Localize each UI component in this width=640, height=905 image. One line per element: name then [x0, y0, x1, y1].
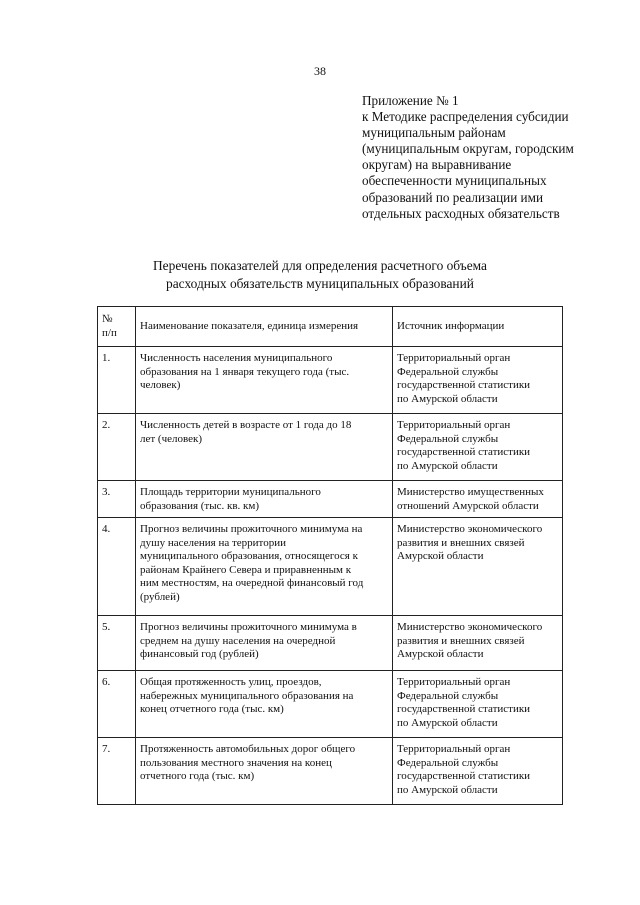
cell-line: Территориальный орган — [397, 743, 511, 755]
cell-line: человек) — [140, 379, 181, 392]
cell-line: государственной статистики — [397, 770, 531, 783]
cell-line: образования на 1 января текущего года (тыс. — [140, 365, 350, 378]
header-number-line: № — [102, 312, 113, 325]
appendix-line: Приложение № 1 — [362, 93, 459, 108]
row-number: 4. — [98, 518, 136, 616]
cell-line: по Амурской области — [397, 716, 498, 729]
header-name-line: Наименование показателя, единица измерения — [140, 319, 359, 332]
appendix-line: обеспеченности муниципальных — [362, 173, 547, 189]
row-indicator-name — [136, 616, 393, 671]
cell-line: районам Крайнего Севера и приравненным к — [140, 563, 352, 576]
cell-line: (рублей) — [140, 590, 180, 603]
cell-line: Федеральной службы — [397, 689, 499, 702]
cell-line: Федеральной службы — [397, 432, 499, 445]
table-header-row — [98, 307, 563, 347]
row-indicator-name — [136, 738, 393, 805]
cell-line: лет (человек) — [140, 432, 203, 445]
cell-line: по Амурской области — [397, 459, 498, 472]
table-row — [98, 671, 563, 738]
document-title-line: Перечень показателей для определения расчетного объема — [153, 258, 487, 273]
cell-line: Амурской области — [397, 550, 484, 563]
cell-line: развития и внешних связей — [397, 634, 525, 647]
row-number: 1. — [98, 347, 136, 414]
cell-line: по Амурской области — [397, 783, 498, 796]
cell-line: ним местностям, на очередной финансовый год — [140, 577, 364, 590]
cell-line: среднем на душу населения на очередной — [140, 634, 336, 647]
appendix-line: к Методике распределения субсидии — [362, 109, 569, 125]
row-source — [393, 518, 563, 616]
page-number: 38 — [314, 64, 326, 78]
row-indicator-name — [136, 518, 393, 616]
appendix-line: образований по реализации ими — [362, 189, 544, 205]
document-title — [0, 257, 640, 293]
cell-line: Прогноз величины прожиточного минимума на — [140, 523, 363, 535]
appendix-line: муниципальным районам — [362, 125, 506, 141]
cell-line: государственной статистики — [397, 703, 531, 716]
header-name-cell — [136, 307, 393, 347]
cell-line: Министерство экономического — [397, 523, 543, 535]
cell-line: по Амурской области — [397, 392, 498, 405]
table-row — [98, 414, 563, 481]
cell-line: развития и внешних связей — [397, 536, 525, 549]
row-indicator-name — [136, 671, 393, 738]
appendix-line: отдельных расходных обязательств — [362, 205, 560, 221]
appendix-line: округам) на выравнивание — [362, 157, 512, 173]
header-number-cell — [98, 307, 136, 347]
cell-line: отчетного года (тыс. км) — [140, 770, 255, 783]
header-source-line: Источник информации — [397, 319, 505, 332]
table-row — [98, 616, 563, 671]
cell-line: финансовый год (рублей) — [140, 648, 259, 661]
cell-line: Амурской области — [397, 648, 484, 661]
cell-line: Территориальный орган — [397, 419, 511, 431]
table-row — [98, 518, 563, 616]
header-number-line: п/п — [102, 326, 117, 339]
cell-line: государственной статистики — [397, 379, 531, 392]
cell-line: Министерство имущественных — [397, 486, 544, 498]
row-source — [393, 481, 563, 518]
row-source — [393, 347, 563, 414]
row-indicator-name — [136, 481, 393, 518]
cell-line: Общая протяженность улиц, проездов, — [140, 676, 322, 688]
row-source — [393, 671, 563, 738]
row-source — [393, 616, 563, 671]
row-number: 2. — [98, 414, 136, 481]
cell-line: образования (тыс. кв. км) — [140, 499, 260, 512]
row-number: 3. — [98, 481, 136, 518]
cell-line: Протяженность автомобильных дорог общего — [140, 743, 356, 755]
cell-line: пользования местного значения на конец — [140, 756, 332, 769]
row-indicator-name — [136, 414, 393, 481]
table-row — [98, 481, 563, 518]
cell-line: Территориальный орган — [397, 352, 511, 364]
cell-line: Численность детей в возрасте от 1 года до 18 — [140, 419, 352, 431]
document-title-line: расходных обязательств муниципальных образований — [166, 276, 474, 291]
cell-line: Прогноз величины прожиточного минимума в — [140, 621, 357, 633]
cell-line: Территориальный орган — [397, 676, 511, 688]
appendix-header — [362, 93, 624, 222]
cell-line: отношений Амурской области — [397, 499, 539, 512]
row-source — [393, 738, 563, 805]
cell-line: набережных муниципального образования на — [140, 689, 354, 702]
cell-line: Площадь территории муниципального — [140, 486, 321, 498]
header-source-cell — [393, 307, 563, 347]
table-row — [98, 738, 563, 805]
cell-line: государственной статистики — [397, 446, 531, 459]
cell-line: Федеральной службы — [397, 756, 499, 769]
appendix-line: (муниципальным округам, городским — [362, 141, 574, 157]
row-indicator-name — [136, 347, 393, 414]
row-number: 7. — [98, 738, 136, 805]
row-number: 5. — [98, 616, 136, 671]
indicators-table — [97, 306, 563, 805]
row-source — [393, 414, 563, 481]
cell-line: муниципального образования, относящегося к — [140, 550, 358, 563]
cell-line: Федеральной службы — [397, 365, 499, 378]
row-number: 6. — [98, 671, 136, 738]
cell-line: Численность населения муниципального — [140, 352, 333, 364]
table-row — [98, 347, 563, 414]
cell-line: душу населения на территории — [140, 536, 286, 549]
cell-line: Министерство экономического — [397, 621, 543, 633]
cell-line: конец отчетного года (тыс. км) — [140, 703, 284, 716]
